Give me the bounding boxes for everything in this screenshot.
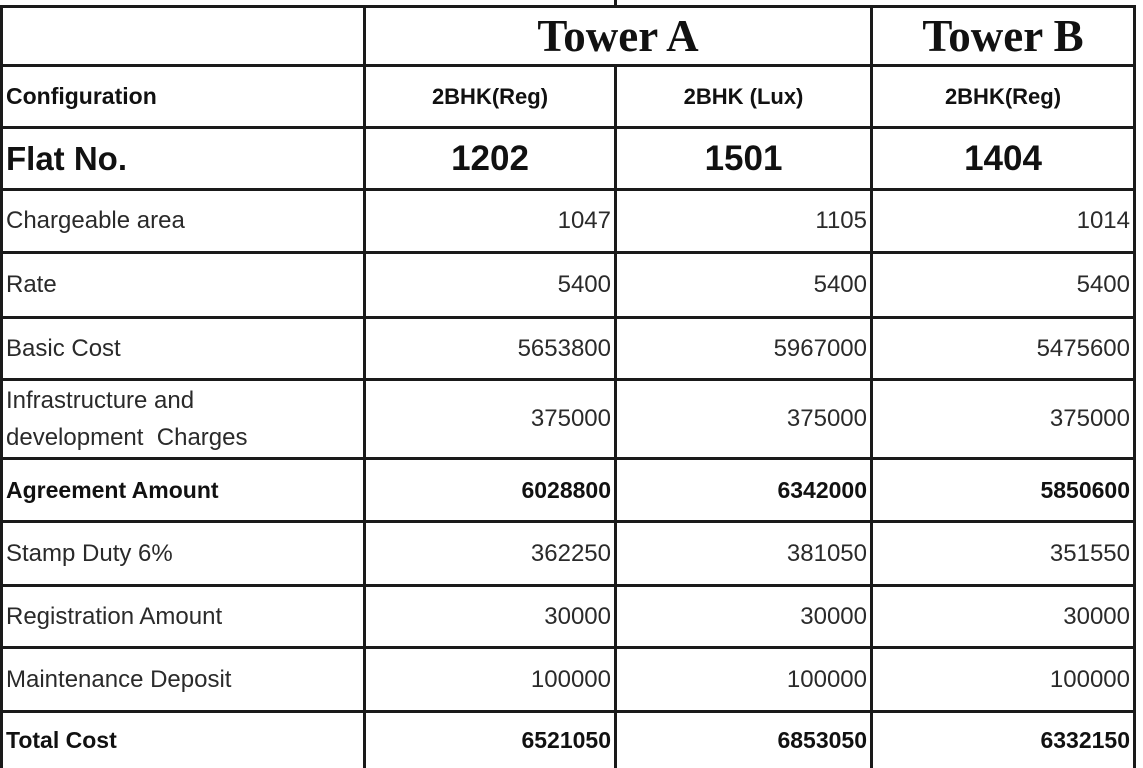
infrastructure-label-line1: Infrastructure and bbox=[6, 387, 195, 414]
registration-amount-value: 30000 bbox=[544, 602, 611, 630]
infrastructure-value: 375000 bbox=[1049, 405, 1130, 432]
total-cost-value: 6853050 bbox=[777, 727, 867, 753]
chargeable-area-label: Chargeable area bbox=[6, 207, 185, 234]
registration-amount-value: 30000 bbox=[800, 602, 867, 630]
flat-no-value: 1501 bbox=[704, 138, 783, 178]
chargeable-area-value: 1014 bbox=[1076, 207, 1130, 234]
maintenance-deposit-value: 100000 bbox=[1049, 665, 1130, 693]
rate-value: 5400 bbox=[557, 271, 611, 298]
rate-value: 5400 bbox=[813, 271, 867, 298]
agreement-amount-label: Agreement Amount bbox=[6, 476, 219, 503]
infrastructure-value: 375000 bbox=[530, 405, 611, 432]
total-cost-value: 6521050 bbox=[521, 727, 611, 753]
configuration-value: 2BHK(Reg) bbox=[944, 83, 1062, 109]
agreement-amount-value: 6028800 bbox=[521, 476, 611, 503]
basic-cost-value: 5967000 bbox=[773, 334, 867, 362]
agreement-amount-value: 5850600 bbox=[1040, 476, 1130, 503]
flat-no-label: Flat No. bbox=[6, 139, 127, 177]
infrastructure-label-line2: development Charges bbox=[6, 424, 248, 451]
registration-amount-value: 30000 bbox=[1063, 602, 1130, 630]
rate-label: Rate bbox=[6, 271, 57, 298]
rate-value: 5400 bbox=[1076, 271, 1130, 298]
configuration-label: Configuration bbox=[6, 83, 157, 109]
registration-amount-label: Registration Amount bbox=[6, 602, 223, 630]
stamp-duty-value: 362250 bbox=[530, 539, 611, 567]
basic-cost-value: 5653800 bbox=[517, 334, 611, 362]
maintenance-deposit-label: Maintenance Deposit bbox=[6, 665, 232, 693]
stamp-duty-value: 351550 bbox=[1049, 539, 1130, 567]
maintenance-deposit-value: 100000 bbox=[530, 665, 611, 693]
infrastructure-label bbox=[0, 381, 363, 457]
total-cost-label: Total Cost bbox=[6, 727, 117, 753]
configuration-value: 2BHK(Reg) bbox=[431, 83, 549, 109]
tower-b-heading: Tower B bbox=[922, 11, 1084, 61]
total-cost-value: 6332150 bbox=[1040, 727, 1130, 753]
maintenance-deposit-value: 100000 bbox=[786, 665, 867, 693]
basic-cost-label: Basic Cost bbox=[6, 334, 121, 362]
agreement-amount-value: 6342000 bbox=[777, 476, 867, 503]
basic-cost-value: 5475600 bbox=[1036, 334, 1130, 362]
grid-line bbox=[614, 0, 617, 5]
configuration-value: 2BHK (Lux) bbox=[683, 83, 804, 109]
stamp-duty-value: 381050 bbox=[786, 539, 867, 567]
chargeable-area-value: 1105 bbox=[815, 207, 867, 234]
flat-no-value: 1404 bbox=[964, 138, 1042, 178]
chargeable-area-value: 1047 bbox=[557, 207, 611, 234]
grid-line bbox=[1133, 5, 1136, 768]
tower-a-heading: Tower A bbox=[537, 11, 699, 61]
flat-no-value: 1202 bbox=[451, 138, 529, 178]
stamp-duty-label: Stamp Duty 6% bbox=[6, 539, 173, 567]
infrastructure-value: 375000 bbox=[786, 405, 867, 432]
